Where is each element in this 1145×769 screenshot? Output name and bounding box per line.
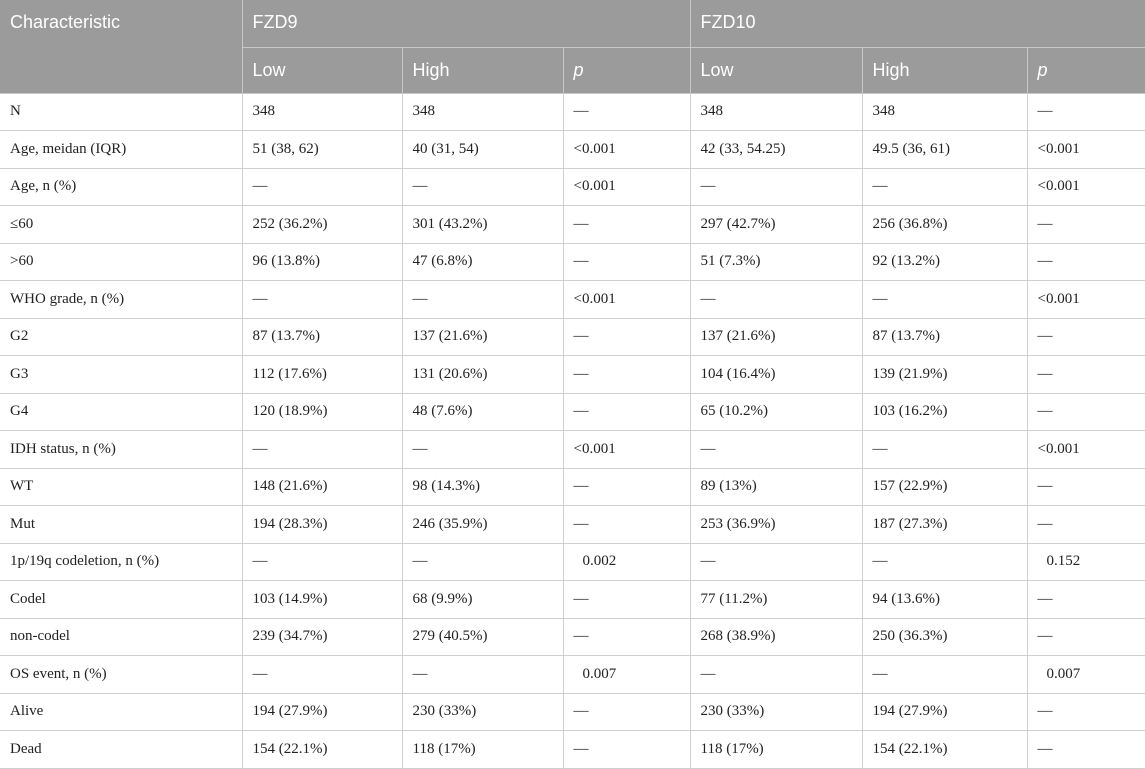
header-fzd10-low: Low xyxy=(690,47,862,93)
cell-characteristic: 1p/19q codeletion, n (%) xyxy=(0,543,242,581)
table-row xyxy=(0,506,1145,544)
cell-fzd9-high: 118 (17%) xyxy=(402,731,563,769)
header-fzd10-high: High xyxy=(862,47,1027,93)
cell-fzd10-high: — xyxy=(862,281,1027,319)
cell-fzd9-p: — xyxy=(563,243,690,281)
cell-characteristic: N xyxy=(0,93,242,131)
cell-fzd10-p: — xyxy=(1027,506,1145,544)
cell-fzd9-high: — xyxy=(402,168,563,206)
table-row xyxy=(0,656,1145,694)
cell-fzd9-high: 48 (7.6%) xyxy=(402,393,563,431)
header-row-groups xyxy=(0,0,1145,47)
cell-fzd9-low: 239 (34.7%) xyxy=(242,618,402,656)
cell-fzd10-low: — xyxy=(690,656,862,694)
table-row xyxy=(0,243,1145,281)
cell-fzd10-p: — xyxy=(1027,393,1145,431)
cell-fzd10-low: 51 (7.3%) xyxy=(690,243,862,281)
header-group-fzd9: FZD9 xyxy=(242,0,690,47)
table-row xyxy=(0,543,1145,581)
cell-fzd9-p: — xyxy=(563,356,690,394)
cell-fzd10-high: 87 (13.7%) xyxy=(862,318,1027,356)
cell-fzd9-p: <0.001 xyxy=(563,131,690,169)
table-row xyxy=(0,356,1145,394)
cell-fzd9-low: 103 (14.9%) xyxy=(242,581,402,619)
table-row xyxy=(0,581,1145,619)
cell-fzd9-low: 154 (22.1%) xyxy=(242,731,402,769)
cell-fzd10-p: — xyxy=(1027,693,1145,731)
cell-characteristic: Age, meidan (IQR) xyxy=(0,131,242,169)
cell-fzd9-p: — xyxy=(563,93,690,131)
cell-fzd9-high: 230 (33%) xyxy=(402,693,563,731)
cell-fzd10-low: — xyxy=(690,431,862,469)
cell-fzd10-p: — xyxy=(1027,318,1145,356)
cell-fzd9-p: — xyxy=(563,693,690,731)
cell-fzd10-high: 94 (13.6%) xyxy=(862,581,1027,619)
table-row xyxy=(0,131,1145,169)
cell-fzd10-high: 154 (22.1%) xyxy=(862,731,1027,769)
cell-fzd10-p: — xyxy=(1027,468,1145,506)
cell-fzd9-p: — xyxy=(563,581,690,619)
cell-characteristic: ≤60 xyxy=(0,206,242,244)
cell-characteristic: WHO grade, n (%) xyxy=(0,281,242,319)
cell-characteristic: Mut xyxy=(0,506,242,544)
cell-fzd9-low: 51 (38, 62) xyxy=(242,131,402,169)
cell-fzd10-high: 250 (36.3%) xyxy=(862,618,1027,656)
cell-fzd10-high: 157 (22.9%) xyxy=(862,468,1027,506)
cell-fzd10-high: 187 (27.3%) xyxy=(862,506,1027,544)
cell-fzd9-p: — xyxy=(563,206,690,244)
cell-fzd9-p: 0.002 xyxy=(563,543,690,581)
cell-fzd9-low: 87 (13.7%) xyxy=(242,318,402,356)
table-body xyxy=(0,93,1145,768)
cell-fzd10-low: 137 (21.6%) xyxy=(690,318,862,356)
cell-fzd10-high: — xyxy=(862,168,1027,206)
table-header xyxy=(0,0,1145,93)
cell-fzd10-low: 118 (17%) xyxy=(690,731,862,769)
cell-fzd9-high: 131 (20.6%) xyxy=(402,356,563,394)
cell-characteristic: Alive xyxy=(0,693,242,731)
cell-fzd10-low: 297 (42.7%) xyxy=(690,206,862,244)
cell-fzd10-p: 0.007 xyxy=(1027,656,1145,694)
header-fzd9-low: Low xyxy=(242,47,402,93)
cell-fzd9-low: 348 xyxy=(242,93,402,131)
cell-fzd10-low: 268 (38.9%) xyxy=(690,618,862,656)
table-row xyxy=(0,431,1145,469)
cell-fzd9-high: 98 (14.3%) xyxy=(402,468,563,506)
cell-fzd9-high: — xyxy=(402,656,563,694)
table-row xyxy=(0,281,1145,319)
header-group-fzd10: FZD10 xyxy=(690,0,1145,47)
cell-fzd10-p: — xyxy=(1027,618,1145,656)
cell-characteristic: G2 xyxy=(0,318,242,356)
cell-fzd9-high: — xyxy=(402,431,563,469)
cell-characteristic: Codel xyxy=(0,581,242,619)
cell-fzd9-p: — xyxy=(563,318,690,356)
cell-characteristic: Dead xyxy=(0,731,242,769)
header-fzd9-p: p xyxy=(563,47,690,93)
cell-fzd9-low: 120 (18.9%) xyxy=(242,393,402,431)
cell-fzd9-low: 252 (36.2%) xyxy=(242,206,402,244)
cell-fzd9-low: — xyxy=(242,431,402,469)
cell-fzd9-low: 148 (21.6%) xyxy=(242,468,402,506)
cell-fzd9-low: — xyxy=(242,281,402,319)
cell-characteristic: G3 xyxy=(0,356,242,394)
cell-fzd10-p: — xyxy=(1027,731,1145,769)
table-row xyxy=(0,318,1145,356)
cell-fzd10-high: — xyxy=(862,543,1027,581)
table-row xyxy=(0,393,1145,431)
cell-fzd10-low: — xyxy=(690,281,862,319)
cell-fzd10-p: <0.001 xyxy=(1027,131,1145,169)
cell-fzd9-high: — xyxy=(402,281,563,319)
cell-fzd10-p: — xyxy=(1027,581,1145,619)
cell-fzd9-p: 0.007 xyxy=(563,656,690,694)
cell-fzd9-high: 301 (43.2%) xyxy=(402,206,563,244)
cell-fzd10-high: 49.5 (36, 61) xyxy=(862,131,1027,169)
cell-fzd9-high: 348 xyxy=(402,93,563,131)
header-fzd10-p: p xyxy=(1027,47,1145,93)
cell-fzd10-low: 230 (33%) xyxy=(690,693,862,731)
table-row xyxy=(0,168,1145,206)
cell-fzd10-low: 104 (16.4%) xyxy=(690,356,862,394)
cell-fzd10-p: 0.152 xyxy=(1027,543,1145,581)
cell-fzd9-p: — xyxy=(563,506,690,544)
cell-fzd10-low: — xyxy=(690,543,862,581)
cell-characteristic: OS event, n (%) xyxy=(0,656,242,694)
cell-fzd10-high: 256 (36.8%) xyxy=(862,206,1027,244)
cell-fzd10-high: 139 (21.9%) xyxy=(862,356,1027,394)
cell-fzd10-p: — xyxy=(1027,206,1145,244)
cell-fzd10-high: 92 (13.2%) xyxy=(862,243,1027,281)
cell-fzd10-high: — xyxy=(862,656,1027,694)
table-row xyxy=(0,206,1145,244)
cell-fzd9-low: 96 (13.8%) xyxy=(242,243,402,281)
cell-fzd10-low: 77 (11.2%) xyxy=(690,581,862,619)
cell-fzd9-p: <0.001 xyxy=(563,281,690,319)
cell-fzd10-p: <0.001 xyxy=(1027,168,1145,206)
cell-fzd9-high: 40 (31, 54) xyxy=(402,131,563,169)
cell-fzd9-low: — xyxy=(242,656,402,694)
cell-fzd9-high: 47 (6.8%) xyxy=(402,243,563,281)
cell-fzd10-low: — xyxy=(690,168,862,206)
cell-fzd9-low: — xyxy=(242,168,402,206)
cell-fzd10-p: — xyxy=(1027,243,1145,281)
cell-fzd9-high: 137 (21.6%) xyxy=(402,318,563,356)
cell-fzd10-low: 348 xyxy=(690,93,862,131)
cell-fzd9-p: <0.001 xyxy=(563,431,690,469)
cell-characteristic: WT xyxy=(0,468,242,506)
cell-fzd9-low: 194 (28.3%) xyxy=(242,506,402,544)
cell-fzd10-p: <0.001 xyxy=(1027,431,1145,469)
cell-fzd10-high: 194 (27.9%) xyxy=(862,693,1027,731)
cell-fzd9-low: — xyxy=(242,543,402,581)
cell-fzd9-low: 112 (17.6%) xyxy=(242,356,402,394)
cell-fzd9-p: <0.001 xyxy=(563,168,690,206)
table-row xyxy=(0,693,1145,731)
cell-fzd10-low: 89 (13%) xyxy=(690,468,862,506)
cell-characteristic: non-codel xyxy=(0,618,242,656)
header-characteristic: Characteristic xyxy=(0,0,242,93)
table-row xyxy=(0,93,1145,131)
cell-fzd9-low: 194 (27.9%) xyxy=(242,693,402,731)
table-row xyxy=(0,731,1145,769)
cell-characteristic: G4 xyxy=(0,393,242,431)
cell-characteristic: IDH status, n (%) xyxy=(0,431,242,469)
cell-fzd10-p: — xyxy=(1027,93,1145,131)
cell-fzd10-low: 253 (36.9%) xyxy=(690,506,862,544)
cell-fzd10-p: — xyxy=(1027,356,1145,394)
cell-fzd10-high: 103 (16.2%) xyxy=(862,393,1027,431)
cell-fzd9-high: 279 (40.5%) xyxy=(402,618,563,656)
cell-fzd10-high: 348 xyxy=(862,93,1027,131)
cell-fzd9-p: — xyxy=(563,393,690,431)
table-row xyxy=(0,468,1145,506)
cell-fzd9-p: — xyxy=(563,468,690,506)
cell-fzd10-low: 42 (33, 54.25) xyxy=(690,131,862,169)
table-row xyxy=(0,618,1145,656)
cell-characteristic: Age, n (%) xyxy=(0,168,242,206)
cell-fzd9-high: 68 (9.9%) xyxy=(402,581,563,619)
header-fzd9-high: High xyxy=(402,47,563,93)
cell-fzd9-high: — xyxy=(402,543,563,581)
cell-fzd10-high: — xyxy=(862,431,1027,469)
cell-fzd9-p: — xyxy=(563,618,690,656)
cell-fzd10-low: 65 (10.2%) xyxy=(690,393,862,431)
cell-fzd10-p: <0.001 xyxy=(1027,281,1145,319)
cell-characteristic: >60 xyxy=(0,243,242,281)
cell-fzd9-high: 246 (35.9%) xyxy=(402,506,563,544)
cell-fzd9-p: — xyxy=(563,731,690,769)
